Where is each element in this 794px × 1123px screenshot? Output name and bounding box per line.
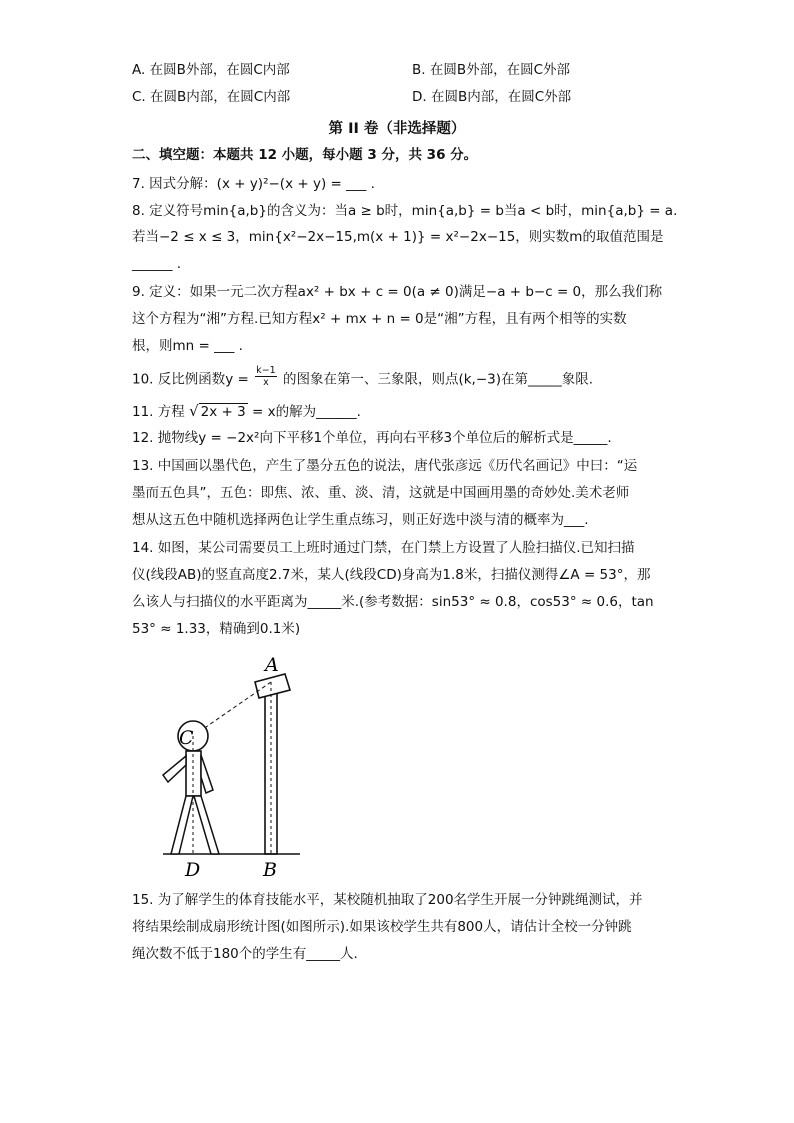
question-9-line-2: 这个方程为“湘”方程.已知方程x² + mx + n = 0是“湘”方程，且有两个相等的实数 [132, 311, 627, 327]
question-11-prefix: 11. 方程 [132, 404, 185, 420]
question-9-line-3: 根，则mn = ___ . [132, 338, 243, 354]
question-14-line-1: 14. 如图，某公司需要员工上班时通过门禁，在门禁上方设置了人脸扫描仪.已知扫描 [132, 540, 635, 556]
fraction-denominator: x [263, 377, 269, 388]
section-intro: 二、填空题：本题共 12 小题，每小题 3 分，共 36 分。 [132, 147, 478, 163]
question-8-line-2: 若当−2 ≤ x ≤ 3，min{x²−2x−15,m(x + 1)} = x²−2x−15，则实数m的取值范围是 [132, 229, 664, 245]
question-13-line-2: 墨而五色具”，五色：即焦、浓、重、淡、清，这就是中国画用墨的奇妙处.美术老师 [132, 485, 630, 501]
question-10-suffix: 的图象在第一、三象限，则点(k,−3)在第_____象限. [282, 371, 594, 388]
person-left-arm [163, 756, 186, 782]
label-b: B [263, 859, 277, 881]
question-7: 7. 因式分解：(x + y)²−(x + y) = ___ . [132, 176, 375, 192]
question-15-line-1: 15. 为了解学生的体育技能水平，某校随机抽取了200名学生开展一分钟跳绳测试，并 [132, 892, 643, 908]
option-a: A. 在圆B外部，在圆C内部 [132, 62, 290, 78]
section-title: 第 II 卷（非选择题） [328, 121, 466, 137]
question-11 [132, 401, 361, 422]
fraction-numerator: k−1 [256, 365, 276, 376]
radical-sign: √ [189, 402, 199, 420]
question-9-line-1: 9. 定义：如果一元二次方程ax² + bx + c = 0(a ≠ 0)满足−a + b−c = 0，那么我们称 [132, 284, 663, 300]
option-b: B. 在圆B外部，在圆C外部 [412, 62, 571, 78]
person-left-leg [171, 796, 193, 854]
option-d: D. 在圆B内部，在圆C外部 [412, 89, 572, 105]
scanner-head [255, 674, 290, 698]
label-d: D [185, 859, 201, 881]
label-c: C [179, 727, 194, 749]
label-a: A [265, 654, 279, 676]
question-14-line-4: 53° ≈ 1.33，精确到0.1米) [132, 621, 301, 637]
question-13-line-1: 13. 中国画以墨代色，产生了墨分五色的说法，唐代张彦远《历代名画记》中曰：“运 [132, 458, 638, 474]
question-13-line-3: 想从这五色中随机选择两色让学生重点练习，则正好选中淡与清的概率为___. [132, 512, 589, 528]
question-10-prefix: 10. 反比例函数y = [132, 371, 249, 388]
question-8-line-3: ______ . [132, 256, 182, 272]
question-12: 12. 抛物线y = −2x²向下平移1个单位，再向右平移3个单位后的解析式是_____. [132, 430, 612, 446]
question-15-line-3: 绳次数不低于180个的学生有_____人. [132, 946, 358, 962]
question-14-line-2: 仪(线段AB)的竖直高度2.7米，某人(线段CD)身高为1.8米，扫描仪测得∠A = 53°，那 [132, 567, 651, 583]
question-11-suffix: = x的解为______. [251, 404, 361, 420]
question-10 [132, 365, 594, 391]
question-14-line-3: 么该人与扫描仪的水平距离为_____米.(参考数据：sin53° ≈ 0.8，cos53° ≈ 0.6，tan [132, 594, 654, 610]
radicand: 2x + 3 [200, 404, 246, 420]
person-right-arm [201, 755, 213, 793]
scanner-figure [155, 652, 305, 882]
person-right-leg [194, 796, 219, 854]
question-8-line-1: 8. 定义符号min{a,b}的含义为：当a ≥ b时，min{a,b} = b当a < b时，min{a,b} = a. [132, 203, 678, 219]
question-15-line-2: 将结果绘制成扇形统计图(如图所示).如果该校学生共有800人，请估计全校一分钟跳 [132, 919, 632, 935]
fraction [255, 365, 277, 388]
option-c: C. 在圆B内部，在圆C内部 [132, 89, 291, 105]
